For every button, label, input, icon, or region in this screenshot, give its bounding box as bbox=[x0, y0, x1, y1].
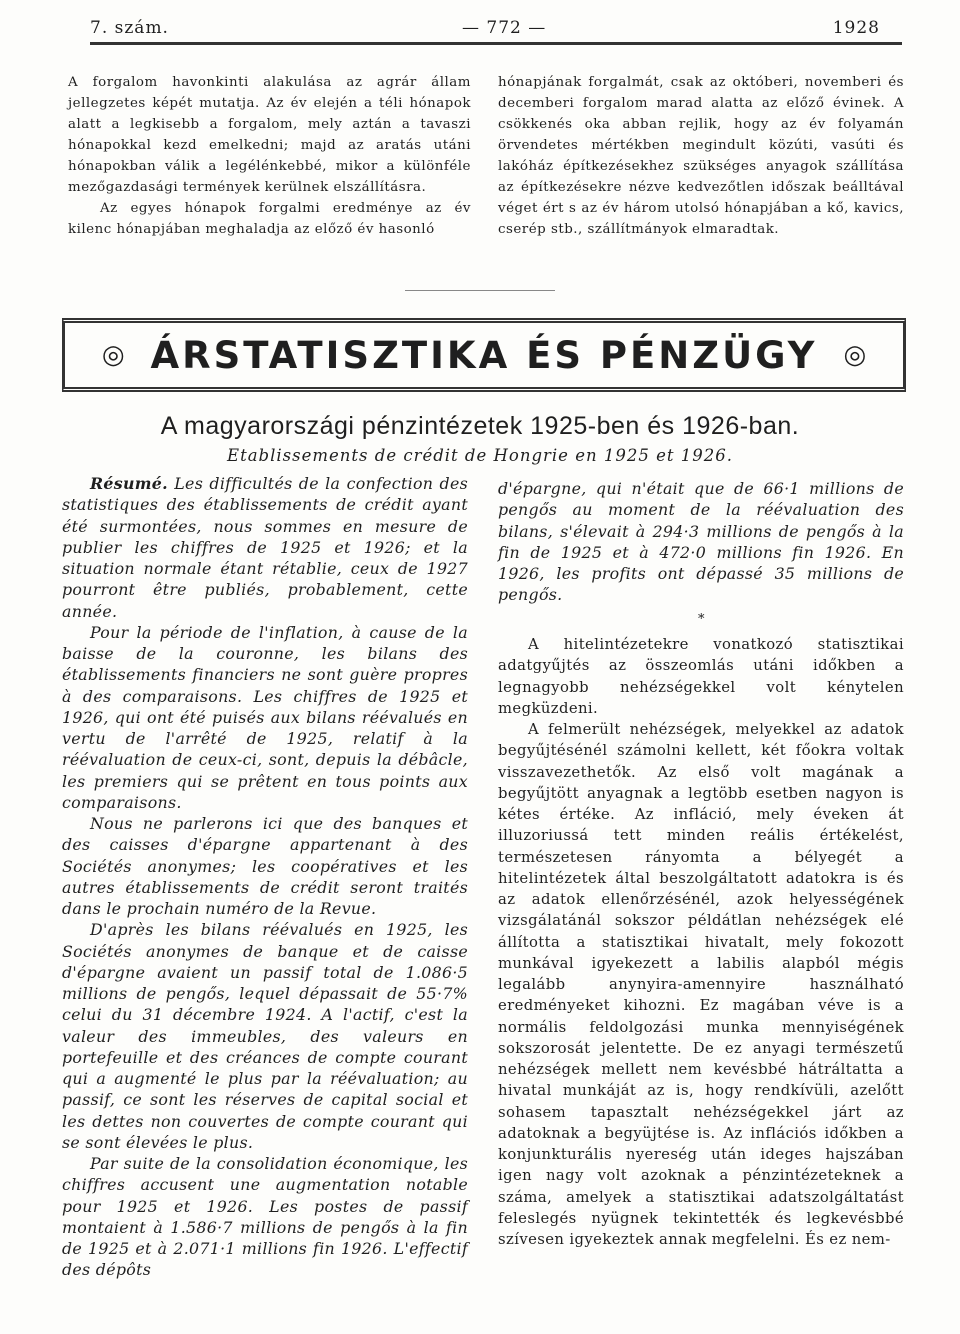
header-rule bbox=[90, 42, 902, 45]
paragraph: Nous ne parlerons ici que des banques et des caisses d'épargne appartenant à des Sociétés anonymes; les coopératives et les autres établissements de crédit seront traités dans le prochain numéro de la Revue. bbox=[62, 814, 468, 918]
paragraph: Az egyes hónapok forgalmi eredménye az év kilenc hónapjában meghaladja az előző év hasonló bbox=[68, 201, 471, 237]
resume-left-column bbox=[62, 473, 468, 1281]
paragraph: Par suite de la consolidation économique, les chiffres accusent une augmentation notable pour 1925 et 1926. Les postes de passif montaient à 1.586·7 millions de pengős à la fin de 1925 et à 2.071·1 millions fin 1926. L'effectif des dépôts bbox=[62, 1154, 468, 1280]
paragraph: d'épargne, qui n'était que de 66·1 millions de pengős au moment de la réévaluation des bilans, s'élevait à 294·3 millions de pengős à la fin de 1925 et à 472·0 millions fin 1926. En 1926, les profits ont dépassé 35 millions de pengős. bbox=[498, 479, 904, 605]
paragraph: A felmerült nehézségek, melyekkel az adatok begyűjtésénél számolni kellett, két főokra voltak visszavezethetők. Az első volt magának a begyűjtött anyagnak a legtöbb esetben nagyon is kétes értéke. Az infláció, mely éveken át illuzoriussá tett minden reális értékelést, természetesen rányomta a bélyegét a hitelintézetek által beszolgáltatott adatokra is és az adatok ellenőrzésénél, azok helyességének vizsgálatánál sokszor példátlan nehézségek elé állította a statisztikai hivatalt, mely fokozott munkával igyekezett a labilis alapból mégis legalább anynyira-amennyire használható eredményeket kihozni. Ez magában véve is a normális feldolgozási munka mennyiségének sokszorosát jelentette. De ez anyagi természetű nehézségek mellett nem kevésbbé hátráltatta a hivatal munkáját az is, hogy rendkívüli, azelőtt sohasem tapasztalt nehézségekkel járt az adatoknak a begyüjtése is. Az inflációs időkben a konjunkturális nyereség után ideges hajszában igen nagy volt azoknak a pénzintézeteknek a száma, amelyek a statisztikai adatszolgáltatást feleslegés nyügnek tekintették és legkevésbbé szívesen igyekeztek annak megfelelni. És ez nem- bbox=[498, 721, 904, 1248]
issue-number: 7. szám. bbox=[90, 18, 169, 38]
section-separator bbox=[405, 290, 555, 291]
article-subtitle: Etablissements de crédit de Hongrie en 1925 et 1926. bbox=[227, 446, 733, 465]
page-number: — 772 — bbox=[462, 18, 547, 38]
paragraph: hónapjának forgalmát, csak az októberi, novemberi és decemberi forgalom marad alatta az előző évinek. A csökkenés oka abban rejlik, hogy az év folyamán örvendetes mértékben megindult közúti, vasúti és lakóház építkezésekhez szükséges anyagok szállítása az építkezésekre nézve kedvezőtlen időszak beálltával véget ért s az év három utolsó hónapjában a kő, kavics, cserép stb., szállítmányok elmaradtak. bbox=[498, 75, 904, 237]
top-left-column bbox=[68, 72, 471, 240]
page-header bbox=[90, 18, 880, 42]
ornament-icon: ◎ bbox=[843, 340, 867, 370]
year: 1928 bbox=[832, 18, 880, 38]
paragraph bbox=[62, 473, 468, 622]
article-title: A magyarországi pénzintézetek 1925-ben és 1926-ban. bbox=[160, 412, 800, 440]
paragraph: A hitelintézetekre vonatkozó statisztikai adatgyűjtés az összeomlás utáni időkben a legnagyobb nehézségekkel volt kénytelen megküzdeni. bbox=[498, 636, 904, 717]
resume-text: Les difficultés de la confection des statistiques des établissements de crédit ayant été surmontées, nous sommes en mesure de publier les chiffres de 1925 et 1926; et la situation normale étant rétablie, ceux de 1927 pourront être publiés, probablement, cette année. bbox=[62, 474, 469, 621]
section-banner bbox=[62, 318, 906, 392]
resume-label: Résumé. bbox=[90, 474, 168, 493]
top-right-column bbox=[498, 72, 904, 240]
paragraph: D'après les bilans réévalués en 1925, les Sociétés anonymes de banque et de caisse d'épargne avaient un passif total de 1.086·5 millions de pengős, lequel dépassait de 55·7% celui du 31 décembre 1924. A l'actif, c'est la valeur des immeubles, des valeurs en portefeuille et des créances de compte courant qui a augmenté le plus par la réévaluation; au passif, ce sont les réserves de capital social et les dettes non couvertes de compte courant qui se sont élevées le plus. bbox=[62, 920, 468, 1152]
ornament-icon: ◎ bbox=[101, 340, 125, 370]
section-title: ÁRSTATISZTIKA ÉS PÉNZÜGY bbox=[150, 333, 818, 377]
paragraph: A forgalom havonkinti alakulása az agrár állam jellegzetes képét mutatja. Az év elején a téli hónapok alatt a legkisebb a forgalom, mely aztán a tavaszi hónapokkal kezd emelkedni; majd az aratás utáni hónapokban válik a legélénkebbé, mikor a különféle mezőgazdasági termények kerülnek elszállításra. bbox=[68, 75, 471, 195]
asterisk-separator: * bbox=[698, 612, 705, 627]
resume-right-column bbox=[498, 478, 904, 606]
hungarian-text-column bbox=[498, 634, 904, 1250]
paragraph: Pour la période de l'inflation, à cause de la baisse de la couronne, les bilans des établissements financiers ne sont guère propres à des comparaisons. Les chiffres de 1925 et 1926, qui ont été puisés aux bilans réévalués en vertu de l'arrêté de 1925, relatif à la réévaluation de ceux-ci, sont, depuis la débâcle, les premiers qui se prêtent en tous points aux comparaisons. bbox=[62, 622, 468, 812]
